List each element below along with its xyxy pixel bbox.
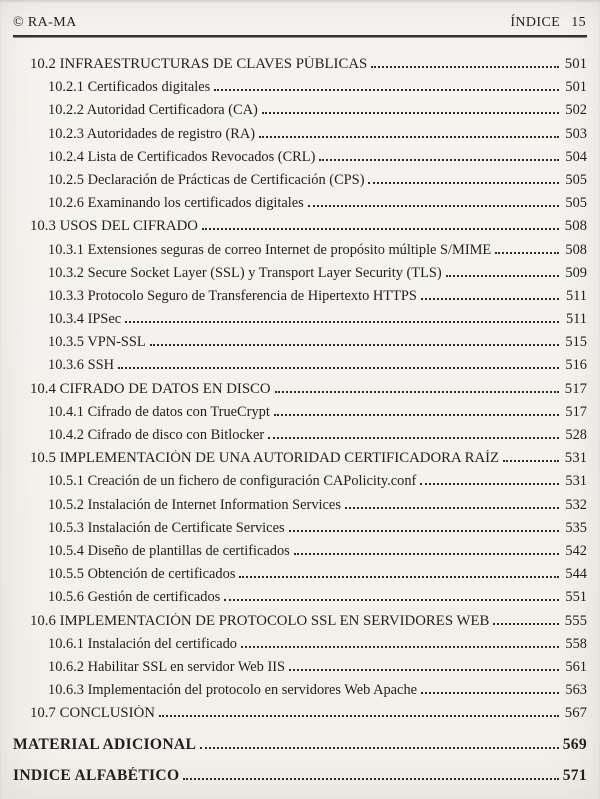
toc-entry-page: 515 xyxy=(565,334,587,351)
toc-entry xyxy=(13,242,587,265)
toc-entry-page: 532 xyxy=(565,496,587,513)
toc-entry-page: 563 xyxy=(565,682,587,699)
toc-leader-dots xyxy=(224,598,559,601)
toc-entry xyxy=(13,195,587,218)
toc-entry-page: 505 xyxy=(565,195,587,212)
toc-entry-label: 10.5.2 Instalación de Internet Information Services xyxy=(48,496,341,513)
toc-entry-page: 502 xyxy=(565,102,587,119)
toc-entry-label: 10.3 USOS DEL CIFRADO xyxy=(30,218,198,235)
header-page-number: 15 xyxy=(571,15,586,30)
toc-entry-label: 10.6.3 Implementación del protocolo en servidores Web Apache xyxy=(48,682,418,699)
toc-entry xyxy=(13,172,587,195)
toc-entry xyxy=(13,497,587,520)
toc-entry-page: 528 xyxy=(565,427,587,443)
toc-entry xyxy=(13,56,587,79)
toc-leader-dots xyxy=(268,436,559,439)
toc-entry-page: 508 xyxy=(564,218,587,235)
toc-entry xyxy=(13,636,587,659)
toc-entry-label: 10.2.4 Lista de Certificados Revocados (CRL) xyxy=(48,148,316,165)
toc-leader-dots xyxy=(239,575,559,578)
toc-entry-page: 535 xyxy=(565,519,587,536)
toc-entry xyxy=(13,543,587,566)
toc-entry-page: 569 xyxy=(562,735,587,753)
toc-leader-dots xyxy=(259,135,559,138)
toc-leader-dots xyxy=(294,552,559,555)
toc-entry-label: 10.7 CONCLUSIÓN xyxy=(30,705,155,722)
toc-entry xyxy=(13,126,587,149)
toc-entry-page: 505 xyxy=(565,171,587,188)
toc-entry xyxy=(13,682,587,705)
toc-entry xyxy=(13,767,587,791)
toc-entry xyxy=(13,520,587,543)
toc-entry-label: 10.3.5 VPN-SSL xyxy=(48,334,146,351)
toc-entry xyxy=(13,79,587,102)
header-right xyxy=(510,15,586,31)
toc-entry xyxy=(13,705,587,728)
toc-entry-page: 544 xyxy=(565,566,587,583)
toc-entry-label: 10.2.2 Autoridad Certificadora (CA) xyxy=(48,102,258,119)
toc-entry-label: 10.3.4 IPSec xyxy=(48,311,122,328)
toc-entry-page: 516 xyxy=(565,357,587,374)
toc-entry-page: 531 xyxy=(564,450,587,467)
toc-entry xyxy=(13,311,587,334)
toc-entry-page: 511 xyxy=(565,287,587,304)
toc-leader-dots xyxy=(275,390,559,393)
toc-leader-dots xyxy=(241,645,559,648)
toc-entry-label: 10.3.1 Extensiones seguras de correo Internet de propósito múltiple S/MIME xyxy=(48,241,492,258)
toc-leader-dots xyxy=(495,251,559,254)
toc-entry-label: 10.4 CIFRADO DE DATOS EN DISCO xyxy=(30,380,271,397)
toc-entry xyxy=(13,357,587,380)
toc-entry-label: 10.2 INFRAESTRUCTURAS DE CLAVES PÚBLICAS xyxy=(30,56,368,72)
toc-leader-dots xyxy=(319,158,559,161)
toc-entry xyxy=(13,334,587,357)
toc-entry xyxy=(13,473,587,496)
toc-entry-page: 555 xyxy=(564,612,587,629)
toc-leader-dots xyxy=(159,714,559,717)
running-header xyxy=(13,13,587,35)
toc-entry xyxy=(13,427,587,450)
toc-entry-page: 571 xyxy=(562,767,587,785)
toc-entry-label: 10.6.1 Instalación del certificado xyxy=(48,635,238,652)
toc-entry xyxy=(13,381,587,404)
toc-entry-label: 10.5.3 Instalación de Certificate Services xyxy=(48,519,285,536)
toc-entry xyxy=(13,404,587,427)
toc-leader-dots xyxy=(368,181,559,184)
toc-entry xyxy=(13,566,587,589)
toc-leader-dots xyxy=(493,622,559,625)
toc-entry-page: 503 xyxy=(565,125,587,142)
toc-entry-label: 10.4.2 Cifrado de disco con Bitlocker xyxy=(48,427,265,443)
toc-entry-label: 10.5.1 Creación de un fichero de configuración CAPolicity.conf xyxy=(48,473,417,490)
toc-leader-dots xyxy=(125,320,559,323)
toc-entry-label: 10.6 IMPLEMENTACIÓN DE PROTOCOLO SSL EN SERVIDORES WEB xyxy=(30,612,490,629)
toc-entry-page: 558 xyxy=(565,635,587,652)
toc-leader-dots xyxy=(289,668,559,671)
toc-entry xyxy=(13,613,587,636)
toc-entry-page: 517 xyxy=(565,403,587,420)
toc-entry-label: 10.3.2 Secure Socket Layer (SSL) y Transport Layer Security (TLS) xyxy=(48,264,442,281)
toc-leader-dots xyxy=(289,529,559,532)
copyright-text: © RA-MA xyxy=(13,15,77,30)
toc-leader-dots xyxy=(421,691,559,694)
toc-entry-page: 504 xyxy=(565,148,587,165)
toc-entry-label: 10.2.6 Examinando los certificados digitales xyxy=(48,195,304,212)
toc-leader-dots xyxy=(345,506,559,509)
toc-entry-page: 531 xyxy=(565,473,587,490)
toc-entry-page: 567 xyxy=(564,705,587,722)
toc-list xyxy=(13,56,587,791)
toc-leader-dots xyxy=(118,366,559,369)
toc-entry xyxy=(13,265,587,288)
toc-entry xyxy=(13,659,587,682)
toc-entry xyxy=(13,450,587,473)
toc-leader-dots xyxy=(274,413,559,416)
toc-entry-label: 10.5.5 Obtención de certificados xyxy=(48,566,236,583)
toc-entry-label: 10.4.1 Cifrado de datos con TrueCrypt xyxy=(48,403,270,420)
toc-entry xyxy=(13,149,587,172)
toc-leader-dots xyxy=(371,65,559,68)
toc-entry-page: 509 xyxy=(565,264,587,281)
toc-entry xyxy=(13,589,587,612)
toc-leader-dots xyxy=(183,777,559,780)
toc-entry xyxy=(13,736,587,760)
toc-entry-page: 551 xyxy=(565,589,587,606)
toc-leader-dots xyxy=(446,274,559,277)
toc-entry-page: 501 xyxy=(564,56,587,72)
toc-entry-page: 542 xyxy=(565,542,587,559)
toc-entry-label: 10.5.4 Diseño de plantillas de certificados xyxy=(48,542,290,559)
toc-entry-page: 501 xyxy=(565,79,587,96)
toc-leader-dots xyxy=(200,746,559,749)
toc-entry-label: 10.3.6 SSH xyxy=(48,357,114,374)
header-section-title: ÍNDICE xyxy=(510,15,561,30)
header-rule xyxy=(13,35,587,38)
toc-leader-dots xyxy=(308,204,559,207)
toc-leader-dots xyxy=(421,297,559,300)
toc-entry xyxy=(13,218,587,241)
toc-leader-dots xyxy=(503,459,559,462)
toc-leader-dots xyxy=(150,343,559,346)
toc-leader-dots xyxy=(202,227,559,230)
toc-leader-dots xyxy=(214,88,559,91)
toc-entry-label: INDICE ALFABÉTICO xyxy=(13,767,180,785)
toc-entry xyxy=(13,102,587,125)
toc-entry-label: 10.2.1 Certificados digitales xyxy=(48,79,211,96)
toc-entry-page: 508 xyxy=(565,241,587,258)
toc-entry-label: 10.5 IMPLEMENTACIÓN DE UNA AUTORIDAD CERTIFICADORA RAÍZ xyxy=(30,450,500,467)
toc-entry-label: 10.2.5 Declaración de Prácticas de Certificación (CPS) xyxy=(48,171,365,188)
toc-leader-dots xyxy=(262,111,559,114)
toc-entry-label: MATERIAL ADICIONAL xyxy=(13,735,197,753)
toc-entry-page: 561 xyxy=(565,658,587,675)
toc-entry-page: 517 xyxy=(564,380,587,397)
toc-entry-label: 10.5.6 Gestión de certificados xyxy=(48,589,221,606)
toc-entry-label: 10.6.2 Habilitar SSL en servidor Web IIS xyxy=(48,658,286,675)
toc-entry-label: 10.3.3 Protocolo Seguro de Transferencia de Hipertexto HTTPS xyxy=(48,287,417,304)
toc-entry-page: 511 xyxy=(565,311,587,328)
toc-leader-dots xyxy=(420,482,559,485)
toc-entry-label: 10.2.3 Autoridades de registro (RA) xyxy=(48,125,256,142)
toc-entry xyxy=(13,288,587,311)
